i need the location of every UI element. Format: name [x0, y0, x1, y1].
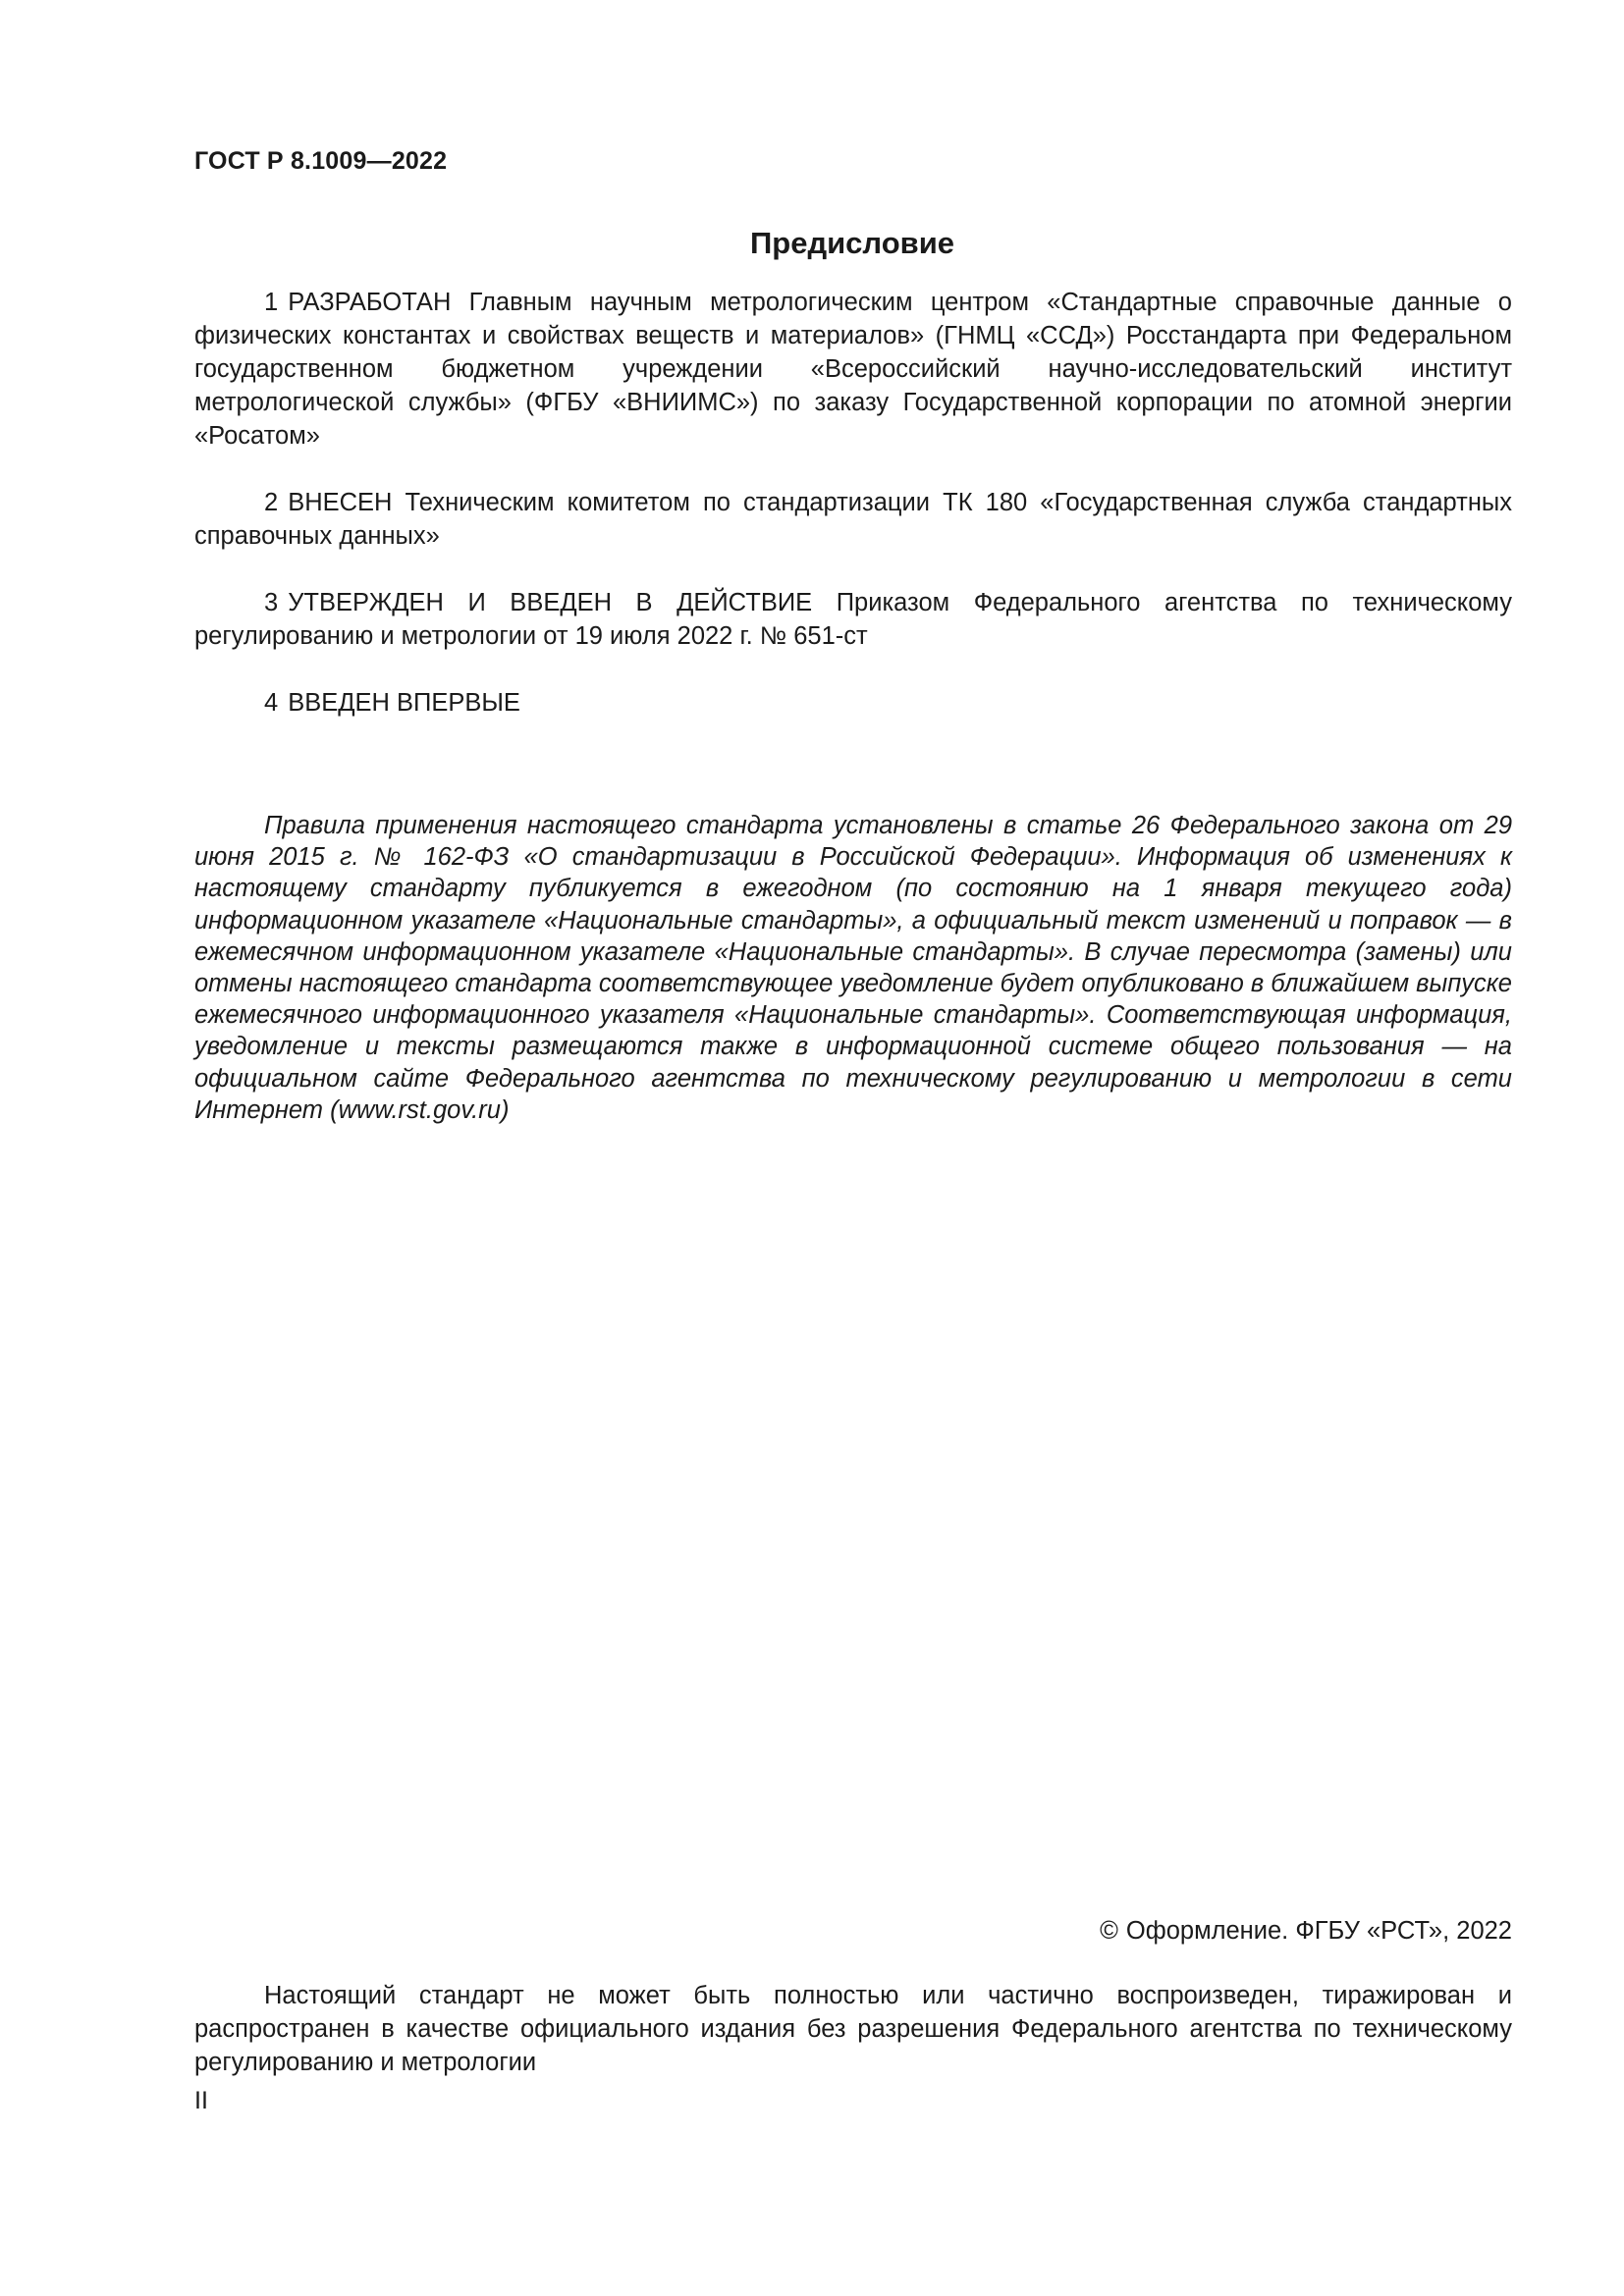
- item-text: ВВЕДЕН ВПЕРВЫЕ: [288, 689, 520, 717]
- item-text: ВНЕСЕН Техническим комитетом по стандартизации ТК 180 «Государственная служба стандартных справочных данных»: [194, 489, 1512, 550]
- document-code: ГОСТ Р 8.1009—2022: [194, 147, 448, 175]
- preface-items: [194, 286, 1512, 720]
- item-number: 1: [264, 289, 279, 316]
- item-number: 4: [264, 689, 279, 717]
- application-rules-note: Правила применения настоящего стандарта установлены в статье 26 Федерального закона от 29 июня 2015 г. № 162-ФЗ «О стандартизации в Российской Федерации». Информация об изменениях к настоящему стандарту публикуется в ежегодном (по состоянию на 1 января текущего года) информационном указателе «Национальные стандарты», а официальный текст изменений и поправок — в ежемесячном информационном указателе «Национальные стандарты». В случае пересмотра (замены) или отмены настоящего стандарта соответствующее уведомление будет опубликовано в ближайшем выпуске ежемесячного информационного указателя «Национальные стандарты». Соответствующая информация, уведомление и тексты размещаются также в информационной системе общего пользования — на официальном сайте Федерального агентства по техническому регулированию и метрологии в сети Интернет (www.rst.gov.ru): [194, 812, 1512, 1124]
- preface-item-1: [194, 286, 1512, 453]
- page-number: II: [194, 2087, 208, 2114]
- copyright-text: Оформление. ФГБУ «РСТ», 2022: [1125, 1917, 1512, 1945]
- item-text: РАЗРАБОТАН Главным научным метрологическим центром «Стандартные справочные данные о физических константах и свойствах веществ и материалов» (ГНМЦ «ССД») Росстандарта при Федеральном государственном бюджетном учреждении «Всероссийский научно-исследовательский институт метрологической службы» (ФГБУ «ВНИИМС») по заказу Государственной корпорации по атомной энергии «Росатом»: [194, 289, 1512, 450]
- preface-item-4: [194, 686, 1512, 720]
- copyright-icon: ©: [1100, 1917, 1118, 1945]
- reproduction-notice: Настоящий стандарт не может быть полностью или частично воспроизведен, тиражирован и распространен в качестве официального издания без разрешения Федерального агентства по техническому регулированию и метрологии: [194, 1982, 1512, 2076]
- item-text: УТВЕРЖДЕН И ВВЕДЕН В ДЕЙСТВИЕ Приказом Федерального агентства по техническому регулированию и метрологии от 19 июля 2022 г. № 651-ст: [194, 589, 1512, 650]
- preface-item-2: [194, 486, 1512, 553]
- preface-item-3: [194, 586, 1512, 653]
- item-number: 3: [264, 589, 279, 616]
- preface-title: Предисловие: [749, 226, 954, 260]
- copyright-line: [1100, 1917, 1512, 1946]
- item-number: 2: [264, 489, 279, 516]
